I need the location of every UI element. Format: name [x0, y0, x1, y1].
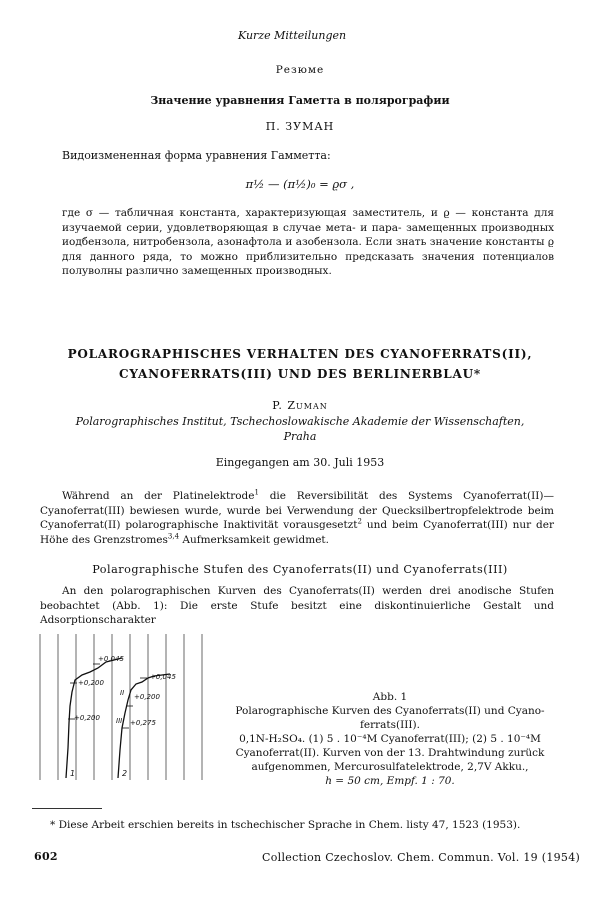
- resume-title: Значение уравнения Гаметта в полярографии: [150, 94, 450, 107]
- intro-text-1: Während an der Platinelektrode: [62, 490, 255, 502]
- intro-text-3: und beim Cyanoferrat(III) nur der Höhe des Grenzstromes: [40, 519, 555, 546]
- resume-author: П. ЗУМАН: [265, 120, 335, 133]
- caption-line-1: Polarographische Kurven des Cyanoferrats(II) und Cyano-: [235, 705, 545, 717]
- journal-footer: Collection Czechoslov. Chem. Commun. Vol. 19 (1954): [262, 851, 581, 864]
- label-wave-III: III: [116, 717, 123, 725]
- ref-3-4: 3,4: [167, 532, 180, 541]
- section-paragraph: An den polarographischen Kurven des Cyanoferrats(II) werden drei anodische Stufen beobachtet (Abb. 1): Die erste Stufe besitzt eine diskontinuierliche Gestalt und Adsorptionscharakter: [40, 585, 554, 627]
- label-plus-0200-c: +0,200: [74, 714, 100, 722]
- polarogram-figure: [30, 628, 220, 788]
- caption-line-4: Cyanoferrat(II). Kurven von der 13. Drahtwindung zurück: [235, 747, 545, 759]
- ref-2: 2: [357, 517, 362, 526]
- label-curve-2: 2: [122, 769, 128, 778]
- resume-intro: Видоизмененная форма уравнения Гамметта:: [62, 149, 331, 162]
- article-author: P. Zuman: [272, 399, 328, 412]
- received-date: Eingegangen am 30. Juli 1953: [215, 456, 385, 469]
- intro-text-2: die Reversibilität des Systems Cyanoferrat(II)—Cyanoferrat(III) bewiesen wurde, wurde bei Verwendung der Quecksilbertropfelektrode beim Cyanoferrat(II) polarographische Inaktivität vorausgesetzt: [40, 490, 554, 532]
- label-plus-0200-a: +0,200: [78, 679, 104, 687]
- article-title-line1: POLAROGRAPHISCHES VERHALTEN DES CYANOFERRATS(II),: [67, 347, 533, 361]
- resume-formula: π½ — (π½)₀ = ϱσ ,: [245, 177, 355, 191]
- caption-line-6: h = 50 cm, Empf. 1 : 70.: [325, 775, 455, 787]
- label-plus-0045-a: +0,045: [98, 655, 124, 663]
- label-plus-0045-b: +0,045: [150, 673, 176, 681]
- label-curve-1: 1: [70, 769, 76, 778]
- affiliation-line2: Praha: [283, 430, 317, 443]
- label-plus-0200-b: +0,200: [134, 693, 160, 701]
- caption-title: Abb. 1: [372, 691, 408, 703]
- footnote: * Diese Arbeit erschien bereits in tschechischer Sprache in Chem. listy 47, 1523 (1953).: [50, 819, 521, 831]
- resume-heading: Резюме: [275, 64, 325, 76]
- intro-text-4: Aufmerksamkeit gewidmet.: [179, 533, 329, 546]
- page-number: 602: [34, 850, 58, 863]
- caption-line-2: ferrats(III).: [360, 719, 420, 731]
- figure-caption: [225, 690, 555, 788]
- affiliation-line1: Polarographisches Institut, Tschechoslowakische Akademie der Wissenschaften,: [75, 415, 525, 428]
- footnote-rule: [32, 808, 102, 809]
- label-wave-II: II: [120, 689, 125, 697]
- article-title-line2: CYANOFERRATS(III) UND DES BERLINERBLAU*: [119, 367, 481, 381]
- running-title: Kurze Mitteilungen: [238, 29, 347, 42]
- caption-line-5: aufgenommen, Mercurosulfatelektrode, 2,7V Akku.,: [251, 761, 529, 773]
- ref-1: 1: [254, 488, 259, 497]
- resume-body: где σ — табличная константа, характеризующая заместитель, и ϱ — константа для изучаемой серии, удовлетворяющая в случае мета- и пара- замещенных производных иодбензола, нитробензола, азонафтола и азобензола. Если знать значение константы ϱ для данного ряда, то можно приблизительно предсказать значения потенциалов полуволны различно замещенных производных.: [62, 207, 554, 278]
- section-heading: Polarographische Stufen des Cyanoferrats(II) und Cyanoferrats(III): [92, 563, 508, 576]
- intro-paragraph: [40, 489, 554, 547]
- caption-line-3: 0,1N-H₂SO₄. (1) 5 . 10⁻⁴M Cyanoferrat(III); (2) 5 . 10⁻⁴M: [239, 733, 541, 745]
- label-plus-0275: +0,275: [130, 719, 156, 727]
